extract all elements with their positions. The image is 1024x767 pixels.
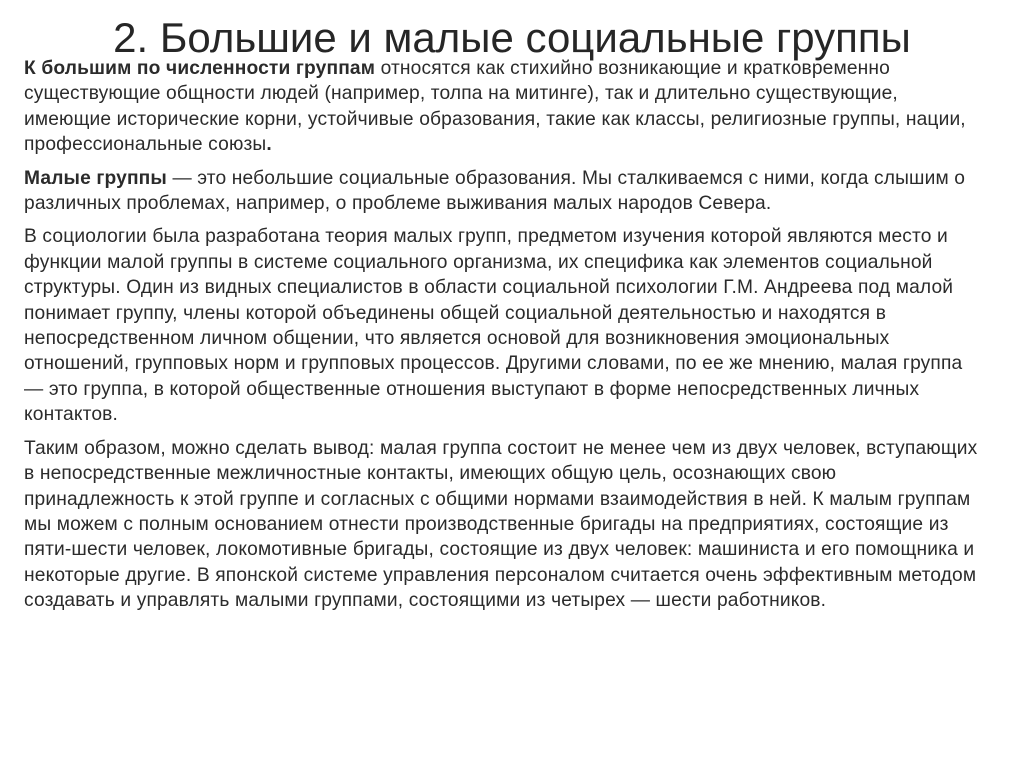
- paragraph-text: относятся как стихийно возникающие и кратковременно существующие общности людей (например, толпа на митинге), так и длительно существующие, имеющие исторические корни, устойчивые образования, такие как классы, религиозные группы, нации, профессиональные союзы: [24, 58, 966, 156]
- term-large-groups: К большим по численности группам: [24, 58, 376, 79]
- paragraph-large-groups: [24, 56, 984, 158]
- paragraph-text: В социологии была разработана теория малых групп, предметом изучения которой являются место и функции малой группы в системе социального организма, их специфика как элементов социальной структуры. Один из видных специалистов в области социальной психологии Г.М. Андреева под малой понимает группу, члены которой объединены общей социальной деятельностью и находятся в непосредственном личном общении, что является основой для возникновения эмоциональных отношений, групповых норм и групповых процессов. Другими словами, по ее же мнению, малая группа — это группа, в которой общественные отношения выступают в форме непосредственных личных контактов.: [24, 226, 963, 426]
- paragraph-end-dot: .: [266, 134, 272, 156]
- slide-title: 2. Большие и малые социальные группы: [113, 14, 911, 61]
- paragraph-small-groups: [24, 166, 984, 217]
- term-small-groups: Малые группы: [24, 167, 167, 189]
- paragraph-text: — это небольшие социальные образования. Мы сталкиваемся с ними, когда слышим о различных проблемах, например, о проблеме выживания малых народов Севера.: [24, 167, 966, 215]
- paragraph-small-groups-theory: [24, 224, 984, 427]
- slide-body: [24, 56, 984, 622]
- paragraph-conclusion: [24, 436, 984, 614]
- paragraph-text: Таким образом, можно сделать вывод: малая группа состоит не менее чем из двух человек, вступающих в непосредственные межличностные контакты, имеющих общую цель, осознающих свою принадлежность к этой группе и согласных с общими нормами взаимодействия в ней. К малым группам мы можем с полным основанием отнести производственные бригады на предприятиях, состоящие из пяти-шести человек, локомотивные бригады, состоящие из двух человек: машиниста и его помощника и некоторые другие. В японской системе управления персоналом считается очень эффективным методом создавать и управлять малыми группами, состоящими из четырех — шести работников.: [24, 437, 978, 612]
